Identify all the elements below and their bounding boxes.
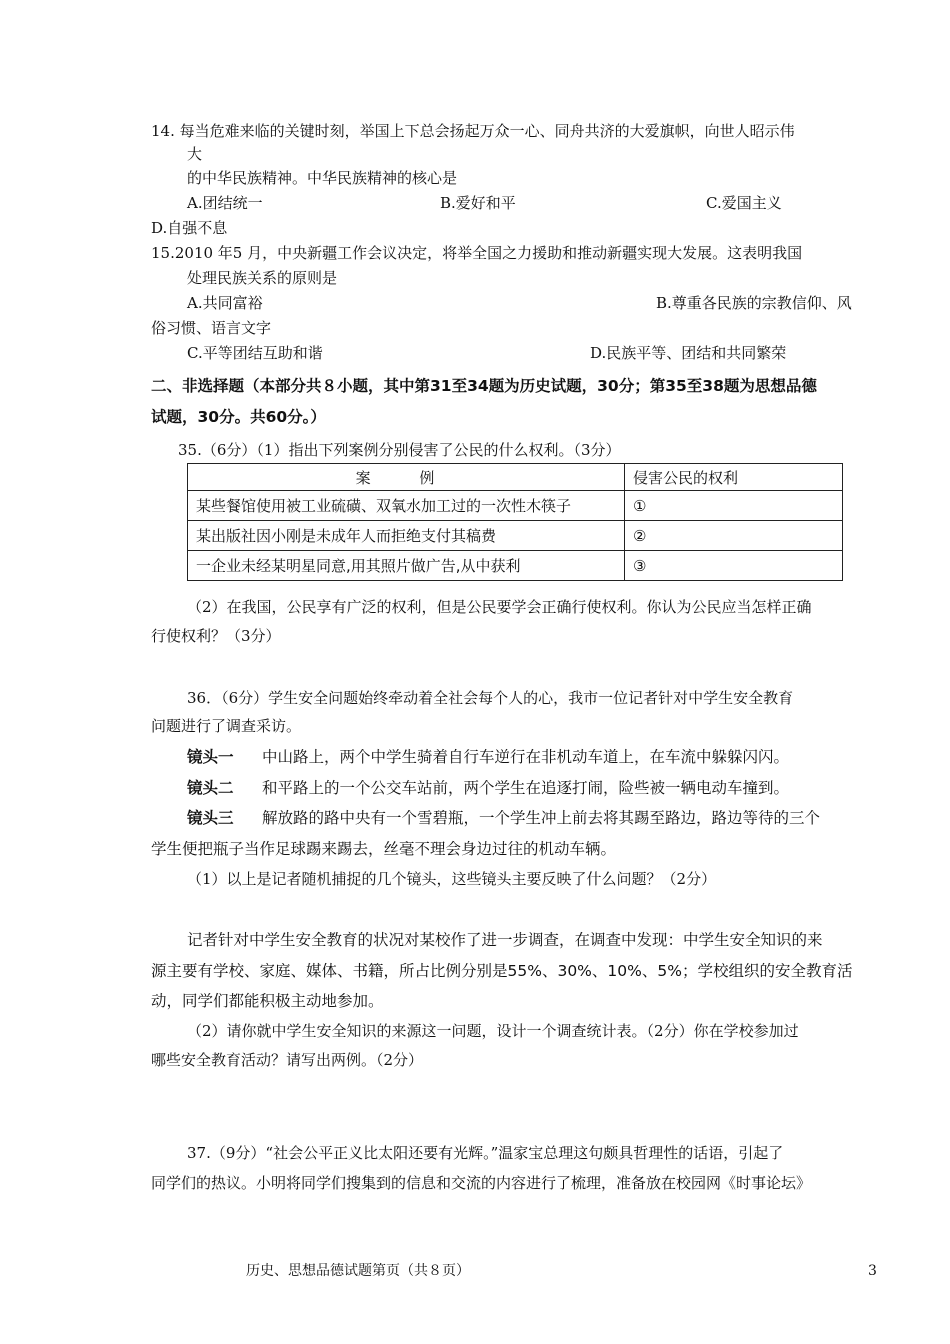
q36-shot3-text: 解放路的路中央有一个雪碧瓶，一个学生冲上前去将其踢至路边，路边等待的三个 <box>262 809 821 827</box>
q36-shot3-label: 镜头三 <box>187 809 234 827</box>
page-number: 3 <box>868 1263 877 1279</box>
q36-line2: 问题进行了调查采访。 <box>151 717 302 735</box>
q35-part2-line1: （2）在我国，公民享有广泛的权利，但是公民要学会正确行使权利。你认为公民应当怎样正确 <box>187 598 812 616</box>
table-cell-case: 某出版社因小刚是未成年人而拒绝支付其稿费 <box>188 521 625 551</box>
q15-line2: 处理民族关系的原则是 <box>187 269 338 287</box>
q14-line2: 大 <box>187 145 203 163</box>
q36-survey-line1: 记者针对中学生安全教育的状况对某校作了进一步调查，在调查中发现：中学生安全知识的来 <box>187 931 823 949</box>
q36-part2-line2: 哪些安全教育活动？请写出两例。（2分） <box>151 1051 424 1069</box>
q36-shot2-label: 镜头二 <box>187 779 234 797</box>
q14-option-b: B.爱好和平 <box>440 194 516 212</box>
table-row <box>188 491 843 521</box>
table-header-row <box>188 464 843 491</box>
q15-option-c: C.平等团结互助和谐 <box>187 344 323 362</box>
q36-shot1-label: 镜头一 <box>187 748 234 766</box>
section2-heading-line2: 试题，30分。共60分。） <box>151 408 326 426</box>
q15-option-a: A.共同富裕 <box>187 294 263 312</box>
q35-case-table <box>187 463 843 581</box>
table-cell-answer: ③ <box>625 551 843 581</box>
q15-option-b: B.尊重各民族的宗教信仰、风 <box>656 294 852 312</box>
table-cell-case: 某些餐馆使用被工业硫磺、双氧水加工过的一次性木筷子 <box>188 491 625 521</box>
q36-shot1-text: 中山路上，两个中学生骑着自行车逆行在非机动车道上，在车流中躲躲闪闪。 <box>262 748 790 766</box>
q15-option-b-cont: 俗习惯、语言文字 <box>151 319 272 337</box>
q14-line1: 14. 每当危难来临的关键时刻，举国上下总会扬起万众一心、同舟共济的大爱旗帜，向世人昭示伟 <box>151 122 795 140</box>
q15-option-d: D.民族平等、团结和共同繁荣 <box>590 344 787 362</box>
table-header-case: 案 例 <box>188 464 625 491</box>
table-header-right: 侵害公民的权利 <box>625 464 843 491</box>
q36-shot2-text: 和平路上的一个公交车站前，两个学生在追逐打闹，险些被一辆电动车撞到。 <box>262 779 790 797</box>
q36-part1: （1）以上是记者随机捕捉的几个镜头，这些镜头主要反映了什么问题？（2分） <box>187 870 717 888</box>
q14-option-a: A.团结统一 <box>187 194 263 212</box>
q37-line2: 同学们的热议。小明将同学们搜集到的信息和交流的内容进行了梳理，准备放在校园网《时事论坛》 <box>151 1174 812 1192</box>
q14-option-d: D.自强不息 <box>151 219 228 237</box>
table-row <box>188 551 843 581</box>
q36-survey-line3: 动，同学们都能积极主动地参加。 <box>151 992 384 1010</box>
q14-option-c: C.爱国主义 <box>706 194 782 212</box>
table-cell-answer: ① <box>625 491 843 521</box>
q37-line1: 37.（9分）“社会公平正义比太阳还要有光辉。”温家宝总理这句颇具哲理性的话语，引起了 <box>187 1144 784 1162</box>
q36-survey-line2: 源主要有学校、家庭、媒体、书籍，所占比例分别是55%、30%、10%、5%；学校组织的安全教育活 <box>151 962 853 980</box>
q14-line3: 的中华民族精神。中华民族精神的核心是 <box>187 169 458 187</box>
table-cell-answer: ② <box>625 521 843 551</box>
q35-part2-line2: 行使权利？（3分） <box>151 627 281 645</box>
section2-heading-line1: 二、非选择题（本部分共８小题，其中第31至34题为历史试题，30分；第35至38题为思想品德 <box>151 377 817 395</box>
q36-shot3-cont: 学生便把瓶子当作足球踢来踢去，丝毫不理会身边过往的机动车辆。 <box>151 840 617 858</box>
table-cell-case: 一企业未经某明星同意,用其照片做广告,从中获利 <box>188 551 625 581</box>
footer-title: 历史、思想品德试题第页（共８页） <box>246 1263 470 1279</box>
q36-part2-line1: （2）请你就中学生安全知识的来源这一问题，设计一个调查统计表。（2分）你在学校参加过 <box>187 1022 799 1040</box>
q36-line1: 36．（6分）学生安全问题始终牵动着全社会每个人的心，我市一位记者针对中学生安全教育 <box>187 689 794 707</box>
table-row <box>188 521 843 551</box>
q35-intro: 35.（6分）（1）指出下列案例分别侵害了公民的什么权利。（3分） <box>178 441 621 459</box>
q15-line1: 15.2010 年5 月，中央新疆工作会议决定，将举全国之力援助和推动新疆实现大发展。这表明我国 <box>151 244 803 262</box>
